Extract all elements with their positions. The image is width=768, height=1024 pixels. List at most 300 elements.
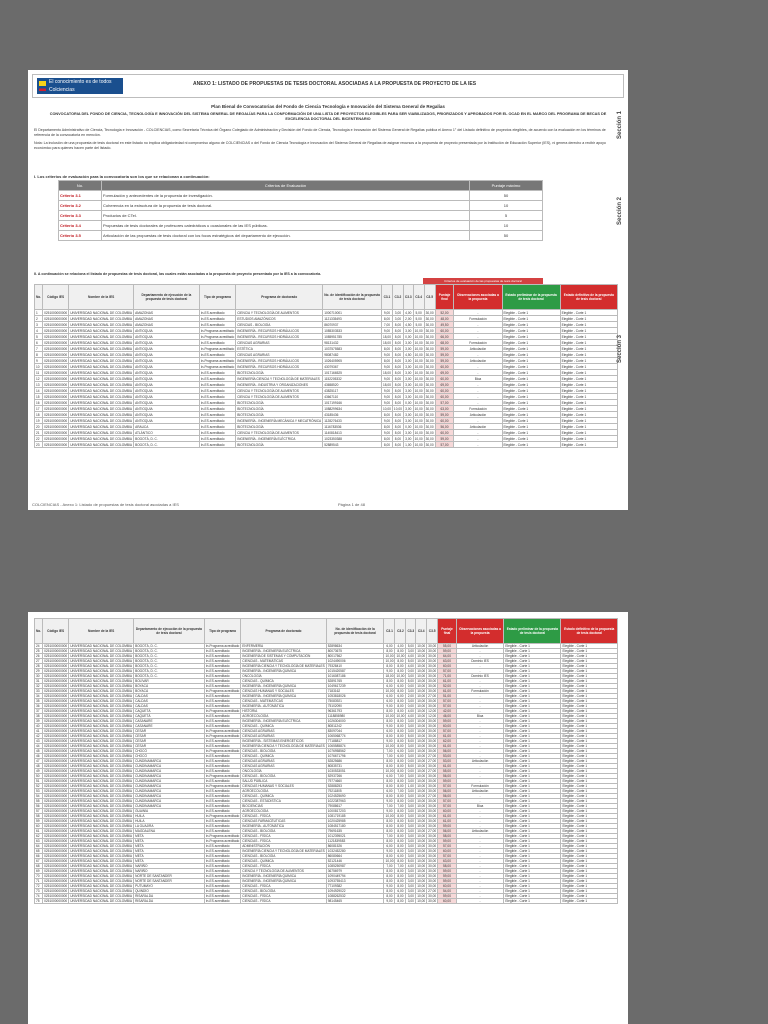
table-cell: Elegible - Corte 1 [502, 346, 560, 352]
table-cell: Formulación [456, 689, 504, 694]
column-header: Estado definitivo de la propuesta de tesis doctoral [561, 619, 618, 644]
column-header: Departamento de ejecución de la propuesta de tesis doctoral [134, 285, 200, 310]
table-cell: 57,00 [438, 729, 457, 734]
table-cell: In-Programa acreditado [205, 834, 240, 838]
table-cell: 6,00 [384, 699, 395, 704]
logo-text: El conocimiento es de todos [49, 79, 112, 85]
table-header-row [35, 619, 618, 644]
table-cell: 73 [35, 889, 43, 894]
table-cell: Elegible - Corte 1 [504, 709, 561, 714]
table-cell: 30,00 [425, 364, 434, 369]
table-cell: Elegible - Corte 1 [561, 779, 618, 784]
table-cell: 61,00 [438, 744, 457, 749]
criteria-row [59, 191, 543, 201]
table-cell: 0251000000000 [44, 714, 68, 718]
table-cell: 1000817203 [326, 809, 384, 814]
table-cell: 3,00 [407, 844, 414, 848]
table-cell: - [456, 749, 504, 754]
table-cell: Elegible - Corte 1 [504, 899, 561, 904]
table-cell: Elegible - Corte 1 [504, 869, 561, 874]
table-cell: Elegible - Corte 1 [560, 328, 617, 334]
table-cell: CIENCIAS - FÍSICA [241, 839, 326, 844]
table-cell: - [456, 824, 504, 829]
criteria-row [59, 201, 543, 211]
table-cell: 98145465 [326, 899, 384, 904]
table-cell: 65 [35, 849, 43, 854]
table-cell: ANTIOQUIA [134, 400, 200, 406]
table-cell: INGENIERÍA CIENCIA Y TECNOLOGÍA DE MATERIALES [242, 849, 325, 853]
table-cell: 30,00 [428, 684, 437, 688]
table-cell: 30,00 [425, 346, 434, 351]
table-cell: 8,00 [395, 744, 406, 749]
table-cell: 3,00 [405, 376, 412, 381]
table-cell: - [456, 859, 504, 864]
table-cell: Elegible - Corte 1 [502, 406, 560, 412]
table-cell: UNIVERSIDAD NACIONAL DE COLOMBIA [70, 879, 133, 883]
table-cell: In-ES acreditado [204, 744, 241, 749]
table-cell: 10,00 [417, 899, 426, 903]
table-cell: BOLÍVAR [134, 679, 205, 684]
table-cell: 8,00 [384, 854, 395, 859]
table-cell: Elegible - Corte 1 [561, 759, 618, 764]
table-cell: 8,00 [392, 322, 403, 328]
criteria-max: 50 [470, 191, 543, 201]
table-cell: Elegible - Corte 1 [561, 869, 618, 874]
table-cell: 55,00 [438, 769, 457, 774]
table-cell: 0251000000000 [44, 406, 68, 411]
table-cell: 75083921 [326, 699, 384, 704]
table-cell: In-ES acreditado [204, 804, 241, 809]
table-cell: CIENCIAS - BIOLOGÍA [241, 854, 326, 859]
table-cell: BIOTECNOLOGÍA [236, 370, 323, 376]
table-cell: 8,00 [395, 699, 406, 704]
table-cell: 3,00 [407, 794, 414, 798]
table-cell: 30,00 [425, 334, 434, 339]
table-cell: Elegible - Corte 1 [504, 849, 561, 854]
table-cell: 23 [35, 442, 43, 448]
table-cell: 1016087186 [326, 674, 384, 679]
table-cell: - [454, 352, 502, 358]
table-cell: 9,00 [381, 418, 392, 424]
table-cell: CIENCIAS - FÍSICA [241, 899, 326, 904]
table-cell: 0251000000000 [44, 376, 68, 381]
table-cell: Elegible - Corte 1 [560, 412, 617, 418]
table-cell: UNIVERSIDAD NACIONAL DE COLOMBIA [70, 809, 133, 813]
table-cell: 1085250987 [326, 864, 384, 869]
table-cell: In-ES acreditado [204, 739, 241, 744]
table-cell: 8,00 [395, 824, 406, 829]
table-cell: Elegible - Corte 1 [561, 734, 618, 739]
table-cell: 19 [35, 418, 43, 424]
table-cell: 10,00 [417, 664, 426, 668]
table-cell: 0251000000000 [44, 729, 68, 733]
table-cell: 86080664 [326, 854, 384, 859]
table-cell: CIENCIA Y TECNOLOGÍA DE ALIMENTOS [236, 430, 323, 436]
table-cell: 0,00 [407, 669, 414, 673]
table-cell: UNIVERSIDAD NACIONAL DE COLOMBIA [70, 864, 133, 868]
table-cell: 59 [35, 819, 43, 824]
table-cell: 27,00 [428, 759, 437, 763]
table-cell: 62,00 [438, 739, 457, 744]
table-cell: 0251000000000 [44, 824, 68, 828]
table-cell: 0251000000000 [44, 436, 68, 441]
table-cell: 8,00 [384, 719, 395, 724]
table-cell: 8,00 [395, 829, 406, 834]
table-cell: - [456, 794, 504, 799]
table-cell: UNIVERSIDAD NACIONAL DE COLOMBIA [70, 654, 133, 658]
table-cell: - [454, 442, 502, 448]
criteria-text: Coherencia en la estructura de la propuesta de tesis doctoral. [102, 201, 470, 211]
table-cell: 70 [35, 874, 43, 879]
table-cell: Elegible - Corte 1 [561, 654, 618, 659]
table-cell: 27,00 [428, 694, 437, 698]
table-cell: 52891765 [326, 679, 384, 684]
table-cell: BIOTECNOLOGÍA [236, 442, 323, 448]
table-cell: CIENCIAS - FÍSICA [241, 884, 326, 889]
table-cell: - [456, 834, 504, 839]
table-cell: 8,00 [384, 709, 395, 714]
table-cell: 1 [35, 310, 43, 316]
table-cell: In-ES acreditado [204, 899, 241, 904]
table-cell: UNIVERSIDAD NACIONAL DE COLOMBIA [70, 334, 133, 339]
table-cell: INGENIERÍA - INGENIERÍA MECÁNICA Y MECATRÓNICA [237, 418, 322, 423]
column-header: C3.4 [416, 619, 427, 644]
table-cell: CIENCIAS - MATEMÁTICAS [241, 699, 326, 704]
criteria-max: 5 [470, 211, 543, 221]
criteria-code: Criterio 3.5 [59, 231, 102, 241]
table-cell: - [454, 322, 502, 328]
table-cell: 27,00 [428, 889, 437, 893]
table-cell: 8,00 [395, 834, 406, 839]
table-cell: 0251000000000 [44, 879, 68, 883]
table-cell: 30,00 [428, 894, 437, 898]
table-cell: 3,00 [407, 899, 414, 903]
table-cell: In-ES acreditado [199, 394, 236, 400]
table-cell: 30,00 [425, 430, 434, 435]
table-cell: - [456, 739, 504, 744]
column-header: Observaciones asociadas a la propuesta [454, 285, 502, 310]
table-cell: 5,00 [413, 316, 424, 322]
column-header: No. de identificación de la propuesta de tesis doctoral [326, 619, 384, 644]
table-cell: 59,00 [438, 894, 457, 899]
table-cell: UNIVERSIDAD NACIONAL DE COLOMBIA [70, 442, 133, 447]
table-cell: UNIVERSIDAD NACIONAL DE COLOMBIA [70, 754, 133, 758]
table-cell: NARIÑO [134, 869, 205, 874]
table-cell: 80017562 [326, 654, 384, 659]
table-cell: Elegible - Corte 1 [502, 322, 560, 328]
table-cell: In-Programa acreditado [200, 346, 235, 351]
table-cell: 10,00 [414, 424, 423, 429]
table-cell: 10,00 [417, 854, 426, 858]
table-cell: 1128276433 [323, 418, 382, 424]
table-cell: SALUD PÚBLICA [241, 779, 326, 784]
table-cell: 3,00 [405, 412, 412, 417]
table-cell: 61 [35, 829, 43, 834]
table-cell: 18,00 [382, 370, 391, 375]
table-cell: 51 [35, 779, 43, 784]
table-cell: 5,00 [407, 734, 414, 738]
footer-page: Página 1 de 48 [338, 502, 365, 507]
table-cell: Elegible - Corte 1 [504, 719, 561, 724]
table-cell: 18 [35, 412, 43, 418]
table-cell: 59,00 [438, 649, 457, 654]
criteria-row [59, 231, 543, 241]
table-cell: INGENIERÍA CIENCIA Y TECNOLOGÍA DE MATERIALES [236, 376, 323, 382]
table-cell: 30 [35, 674, 43, 679]
table-cell: 53 [35, 789, 43, 794]
table-cell: 10,00 [417, 859, 426, 863]
table-cell: 30,00 [428, 674, 437, 678]
table-cell: UNIVERSIDAD NACIONAL DE COLOMBIA [70, 784, 133, 788]
table-cell: 60,00 [438, 849, 457, 854]
table-cell: In-Programa acreditado [200, 328, 235, 333]
table-cell: 5,00 [413, 310, 424, 316]
table-cell: - [454, 394, 502, 400]
table-cell: 63,00 [435, 406, 454, 412]
table-cell: 6,00 [395, 889, 406, 894]
table-cell: 12,00 [428, 714, 437, 718]
table-cell: 3,00 [392, 310, 403, 316]
page-header [32, 74, 624, 98]
table-cell: ANTIOQUIA [134, 412, 200, 418]
table-cell: CIENCIAS - BIOLOGÍA [241, 774, 326, 779]
table-cell: INGENIERÍA CIENCIA Y TECNOLOGÍA DE MATERIALES [242, 744, 325, 748]
table-cell: INGENIERÍA - INGENIERÍA ELÉCTRICA [241, 649, 326, 654]
table-cell: 8,00 [392, 358, 403, 364]
table-cell: 3,00 [407, 774, 414, 778]
table-cell: UNIVERSIDAD NACIONAL DE COLOMBIA [70, 769, 133, 773]
table-cell: Elegible - Corte 1 [504, 699, 561, 704]
table-cell: 30,00 [428, 899, 437, 903]
table-cell: CIENCIA Y TECNOLOGÍA DE ALIMENTOS [236, 394, 323, 400]
table-cell: Elegible - Corte 1 [504, 744, 561, 749]
table-cell: 14 [35, 388, 43, 394]
table-cell: 0251000000000 [44, 340, 68, 345]
table-cell: In-Programa acreditado [205, 749, 240, 753]
table-cell: In-ES acreditado [204, 829, 241, 834]
table-cell: BIOTECNOLOGÍA [236, 424, 323, 430]
table-cell: 59,00 [438, 874, 457, 879]
table-cell: 68,00 [435, 340, 454, 346]
table-cell: 0251000000000 [44, 834, 68, 838]
table-cell: UNIVERSIDAD NACIONAL DE COLOMBIA [70, 894, 133, 898]
table-cell: BIOTECNOLOGÍA [236, 412, 323, 418]
table-cell: 8,00 [392, 376, 403, 382]
table-cell: Elegible - Corte 1 [504, 779, 561, 784]
table-cell: 0,00 [407, 684, 414, 688]
table-cell: 30,00 [428, 659, 437, 663]
table-cell: HUILA [134, 819, 205, 824]
table-cell: 52825686 [326, 759, 384, 764]
table-cell: 1081719185 [326, 814, 384, 819]
table-cell: CIENCIAS HUMANAS Y SOCIALES [241, 689, 326, 694]
table-cell: 0251000000000 [44, 759, 68, 763]
table-cell: Elegible - Corte 1 [561, 764, 618, 769]
table-cell: Elegible - Corte 1 [561, 739, 618, 744]
table-cell: Elegible - Corte 1 [561, 899, 618, 904]
table-cell: In-ES acreditado [204, 769, 241, 774]
column-header: Puntaje final [438, 619, 457, 644]
table-cell: UNIVERSIDAD NACIONAL DE COLOMBIA [70, 714, 133, 718]
table-cell: 30,00 [428, 764, 437, 768]
table-cell: 10,00 [417, 754, 426, 758]
table-cell: Elegible - Corte 1 [561, 744, 618, 749]
table-cell: 30,00 [428, 654, 437, 658]
table-cell: UNIVERSIDAD NACIONAL DE COLOMBIA [70, 664, 133, 668]
table-cell: UNIVERSIDAD NACIONAL DE COLOMBIA [70, 899, 133, 903]
table-cell: 59,00 [438, 824, 457, 829]
table-cell: Elegible - Corte 1 [504, 824, 561, 829]
table-cell: 52888253 [326, 784, 384, 789]
table-cell: - [454, 310, 502, 316]
table-cell: 0251000000000 [44, 849, 68, 853]
table-cell: 42,00 [438, 709, 457, 714]
table-cell: 9,00 [384, 799, 395, 804]
table-cell: BOGOTÁ, D. C. [134, 659, 205, 664]
table-cell: UNIVERSIDAD NACIONAL DE COLOMBIA [70, 719, 133, 723]
table-cell: META [134, 849, 205, 854]
table-cell: 10,00 [414, 352, 423, 357]
table-cell: 3,00 [405, 394, 412, 399]
column-header: Nombre de la IES [69, 285, 134, 310]
table-cell: 3,00 [405, 388, 412, 393]
table-cell: Elegible - Corte 1 [561, 649, 618, 654]
table-cell: 52 [35, 784, 43, 789]
table-cell: META [134, 854, 205, 859]
table-cell: 30,00 [428, 819, 437, 823]
table-cell: 0251000000000 [44, 709, 68, 713]
table-cell: 8,00 [395, 899, 406, 904]
table-cell: 0251000000000 [44, 442, 68, 447]
table-cell: CAQUETÁ [134, 709, 205, 714]
table-cell: In-ES acreditado [204, 894, 241, 899]
column-header: No. de identificación de la propuesta de tesis doctoral [323, 285, 382, 310]
table-cell: Elegible - Corte 1 [504, 649, 561, 654]
table-cell: - [456, 839, 504, 844]
table-cell: BOGOTÁ, D. C. [134, 649, 205, 654]
table-cell: 0251000000000 [44, 734, 68, 738]
table-cell: UNIVERSIDAD NACIONAL DE COLOMBIA [70, 669, 133, 673]
table-cell: CUNDINAMARCA [134, 789, 205, 794]
table-cell: 0251000000000 [44, 424, 68, 429]
table-cell: 0251000000000 [44, 874, 68, 878]
table-cell: Elegible - Corte 1 [561, 859, 618, 864]
table-cell: 60,00 [435, 394, 454, 400]
table-cell: 1053818026 [326, 694, 384, 699]
table-cell: 10,00 [417, 649, 426, 653]
table-cell: 58,00 [438, 864, 457, 869]
table-cell: 5,00 [407, 859, 414, 863]
table-cell: 10,00 [414, 334, 423, 339]
table-cell: 30,00 [428, 699, 437, 703]
table-cell: 7,00 [384, 864, 395, 869]
table-cell: 30,00 [425, 406, 434, 411]
table-cell: Elegible - Corte 1 [561, 794, 618, 799]
table-cell: In-ES acreditado [204, 849, 241, 854]
table-cell: Elegible - Corte 1 [504, 789, 561, 794]
table-cell: 8,00 [381, 436, 392, 442]
table-cell: 10,00 [417, 799, 426, 803]
table-cell: 8,00 [392, 388, 403, 394]
table-cell: 53,00 [438, 759, 457, 764]
table-cell: CIENCIAS - QUÍMICA [241, 724, 326, 729]
table-cell: In-ES acreditado [199, 382, 236, 388]
table-cell: 10,00 [385, 689, 394, 693]
table-cell: UNIVERSIDAD NACIONAL DE COLOMBIA [70, 400, 133, 405]
table-cell: 38 [35, 714, 43, 719]
table-cell: 10,00 [417, 669, 426, 673]
table-cell: 4,00 [407, 709, 414, 713]
table-cell: 56,00 [435, 424, 454, 430]
table-cell: - [456, 709, 504, 714]
table-cell: Elegible - Corte 1 [561, 689, 618, 694]
table-cell: 1,00 [405, 442, 412, 447]
table-cell: 0251000000000 [44, 864, 68, 868]
table-cell: Elegible - Corte 1 [504, 889, 561, 894]
table-cell: 3 [35, 322, 43, 328]
table-cell: Elegible - Corte 1 [504, 714, 561, 719]
table-cell: - [454, 334, 502, 340]
table-cell: 10 [35, 364, 43, 370]
table-cell: ANTIOQUIA [134, 352, 200, 358]
table-cell: 0251000000000 [44, 346, 68, 351]
table-cell: 3,00 [405, 346, 412, 351]
table-cell: 45 [35, 749, 43, 754]
table-cell: 49,50 [435, 322, 454, 328]
table-cell: UNIVERSIDAD NACIONAL DE COLOMBIA [70, 794, 133, 798]
table-cell: Elegible - Corte 1 [561, 659, 618, 664]
table-cell: Elegible - Corte 1 [502, 400, 560, 406]
table-cell: Elegible - Corte 1 [504, 794, 561, 799]
table-cell: UNIVERSIDAD NACIONAL DE COLOMBIA [70, 874, 133, 878]
table-cell: 30,00 [428, 884, 437, 888]
table-cell: 10,00 [417, 809, 426, 813]
page-2 [28, 612, 628, 1024]
table-cell: 60,00 [438, 724, 457, 729]
table-cell: UNIVERSIDAD NACIONAL DE COLOMBIA [70, 729, 133, 733]
table-cell: 6,00 [384, 789, 395, 794]
table-cell: UNIVERSIDAD NACIONAL DE COLOMBIA [70, 679, 133, 683]
table-cell: UNIVERSIDAD NACIONAL DE COLOMBIA [70, 352, 133, 357]
table-cell: 0251000000000 [44, 794, 68, 798]
table-cell: 10,00 [417, 834, 426, 838]
table-cell: 1085951785 [323, 334, 382, 340]
table-cell: 74 [35, 894, 43, 899]
table-cell: 1116783536 [323, 424, 382, 430]
table-header-row [35, 285, 618, 310]
table-cell: Elegible - Corte 1 [502, 328, 560, 334]
table-cell: Articulación [456, 789, 504, 794]
table-cell: Elegible - Corte 1 [560, 358, 617, 364]
table-cell: 1090449794 [326, 874, 384, 879]
table-cell: Elegible - Corte 1 [560, 346, 617, 352]
table-cell: 7183162 [326, 689, 384, 694]
table-cell: 8,00 [395, 719, 406, 724]
table-cell: Elegible - Corte 1 [502, 310, 560, 316]
table-cell: Elegible - Corte 1 [561, 854, 618, 859]
table-cell: - [456, 754, 504, 759]
table-cell: 10,00 [414, 412, 423, 417]
table-cell: 9 [35, 358, 43, 364]
column-header: No. [35, 619, 43, 644]
proposals-table-page-1 [34, 284, 618, 448]
table-cell: In-ES acreditado [204, 864, 241, 869]
table-cell: 3,00 [407, 754, 414, 758]
table-cell: 30,00 [428, 804, 437, 808]
table-cell: UNIVERSIDAD NACIONAL DE COLOMBIA [70, 412, 133, 417]
table-cell: UNIVERSIDAD NACIONAL DE COLOMBIA [70, 689, 133, 693]
table-cell: 10,00 [382, 406, 391, 411]
